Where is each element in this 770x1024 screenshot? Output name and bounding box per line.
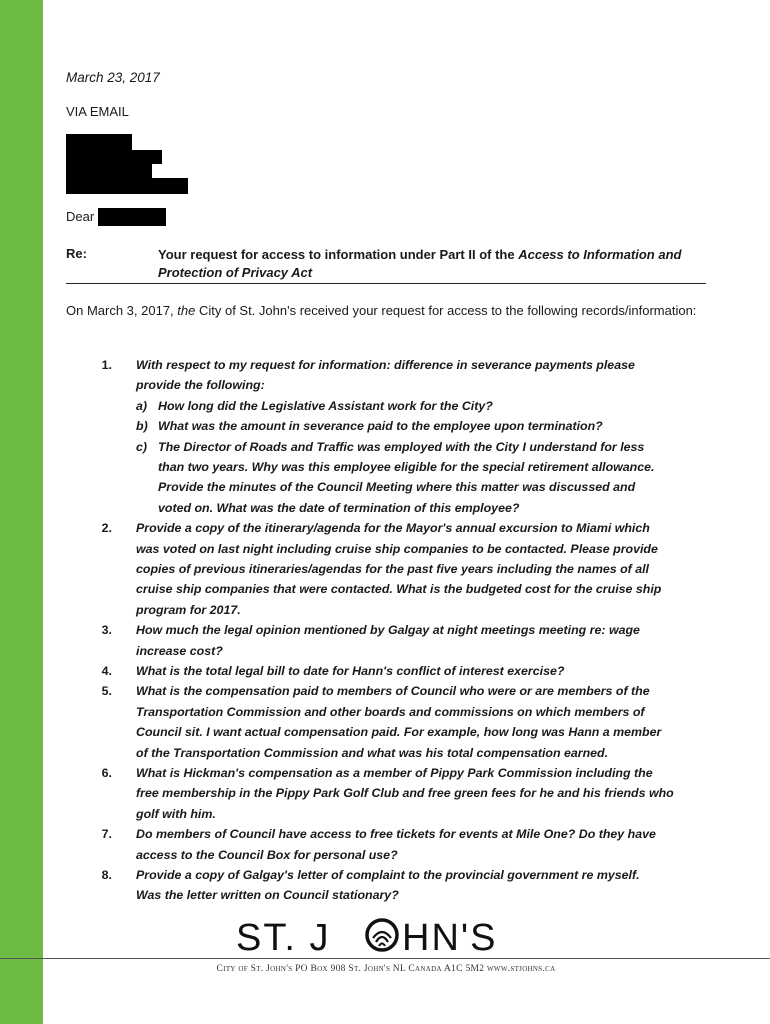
request-text-line: Provide a copy of Galgay's letter of complaint to the provincial government re myself.	[136, 868, 640, 882]
request-number: 5.	[101, 684, 112, 699]
request-text-line: golf with him.	[136, 806, 216, 821]
subitem-text-line: How long did the Legislative Assistant work for the City?	[158, 398, 493, 413]
request-text-line: of the Transportation Commission and what was his total compensation earned.	[136, 745, 609, 760]
request-number: 7.	[101, 827, 112, 842]
subitem-text-line: voted on. What was the date of termination of this employee?	[158, 500, 520, 515]
subitem-letter: b)	[136, 419, 148, 434]
request-number: 6.	[101, 766, 112, 780]
green-accent-bar	[0, 0, 43, 1024]
request-text-line: How much the legal opinion mentioned by Galgay at night meetings meeting re: wage	[136, 623, 640, 638]
logo-text-left: ST. J	[236, 917, 331, 958]
redaction-block	[66, 164, 152, 178]
logo-text-right: HN'S	[402, 917, 498, 958]
subitem-text-line: The Director of Roads and Traffic was employed with the City I understand for less	[158, 439, 645, 454]
request-number: 8.	[101, 868, 112, 882]
request-number: 3.	[101, 623, 112, 638]
footer-address: City of St. John's PO Box 908 St. John's NL Canada A1C 5M2 www.stjohns.ca	[216, 964, 556, 974]
request-text-line: copies of previous itineraries/agendas for the past five years including the names of all	[136, 562, 649, 576]
request-text-line: cruise ship companies that were contacted. What is the budgeted cost for the cruise ship	[136, 582, 662, 597]
re-subject: Your request for access to information under Part II of the Access to Information and Protection of Privacy Act	[158, 247, 682, 280]
re-label: Re:	[66, 246, 87, 261]
request-text-line: increase cost?	[136, 643, 223, 658]
request-number: 4.	[101, 664, 112, 678]
request-text-line: What is Hickman's compensation as a member of Pippy Park Commission including the	[136, 766, 653, 780]
subitem-letter: a)	[136, 398, 148, 413]
subitem-text-line: Provide the minutes of the Council Meeting where this matter was discussed and	[158, 480, 636, 495]
subitem-letter: c)	[136, 439, 148, 454]
letter-date: March 23, 2017	[66, 70, 160, 85]
footer-divider	[0, 958, 770, 959]
request-number: 2.	[101, 521, 112, 536]
request-text-line: Do members of Council have access to free tickets for events at Mile One? Do they have	[136, 827, 656, 842]
redaction-block	[66, 150, 162, 164]
request-text-line: What is the total legal bill to date for Hann's conflict of interest exercise?	[136, 664, 565, 678]
request-text-line: access to the Council Box for personal use?	[136, 847, 398, 862]
via-email-label: VIA EMAIL	[66, 104, 129, 119]
logo-o-mark	[367, 920, 397, 950]
intro-paragraph: On March 3, 2017, the City of St. John's received your request for access to the following records/information:	[66, 303, 697, 318]
request-text-line: free membership in the Pippy Park Golf Club and free green fees for he and his friends who	[136, 786, 674, 801]
st-johns-logo-wordmark	[236, 914, 536, 958]
subitem-text-line: than two years. Why was this employee eligible for the special retirement allowance.	[158, 460, 655, 474]
request-text-line: What is the compensation paid to members of Council who were or are members of the	[136, 684, 650, 699]
st-johns-logo	[66, 914, 706, 958]
request-text-line: Provide a copy of the itinerary/agenda for the Mayor's annual excursion to Miami which	[136, 521, 650, 536]
request-number: 1.	[101, 358, 112, 372]
salutation: Dear	[66, 209, 95, 224]
request-text-line: program for 2017.	[136, 602, 241, 617]
request-text-line: Transportation Commission and other boards and commissions on which members of	[136, 704, 645, 719]
redaction-block	[98, 208, 166, 226]
request-text-line: provide the following:	[136, 378, 265, 393]
divider-line	[66, 283, 706, 284]
request-text-line: Council sit. I want actual compensation paid. For example, how long was Hann a member	[136, 725, 662, 740]
redaction-block	[66, 178, 188, 194]
request-text-line: Was the letter written on Council stationary?	[136, 888, 399, 903]
subitem-text-line: What was the amount in severance paid to the employee upon termination?	[158, 419, 603, 434]
request-text-line: With respect to my request for information: difference in severance payments please	[136, 358, 635, 372]
request-text-line: was voted on last night including cruise ship companies to be contacted. Please provide	[136, 541, 658, 556]
redaction-block	[66, 134, 132, 150]
